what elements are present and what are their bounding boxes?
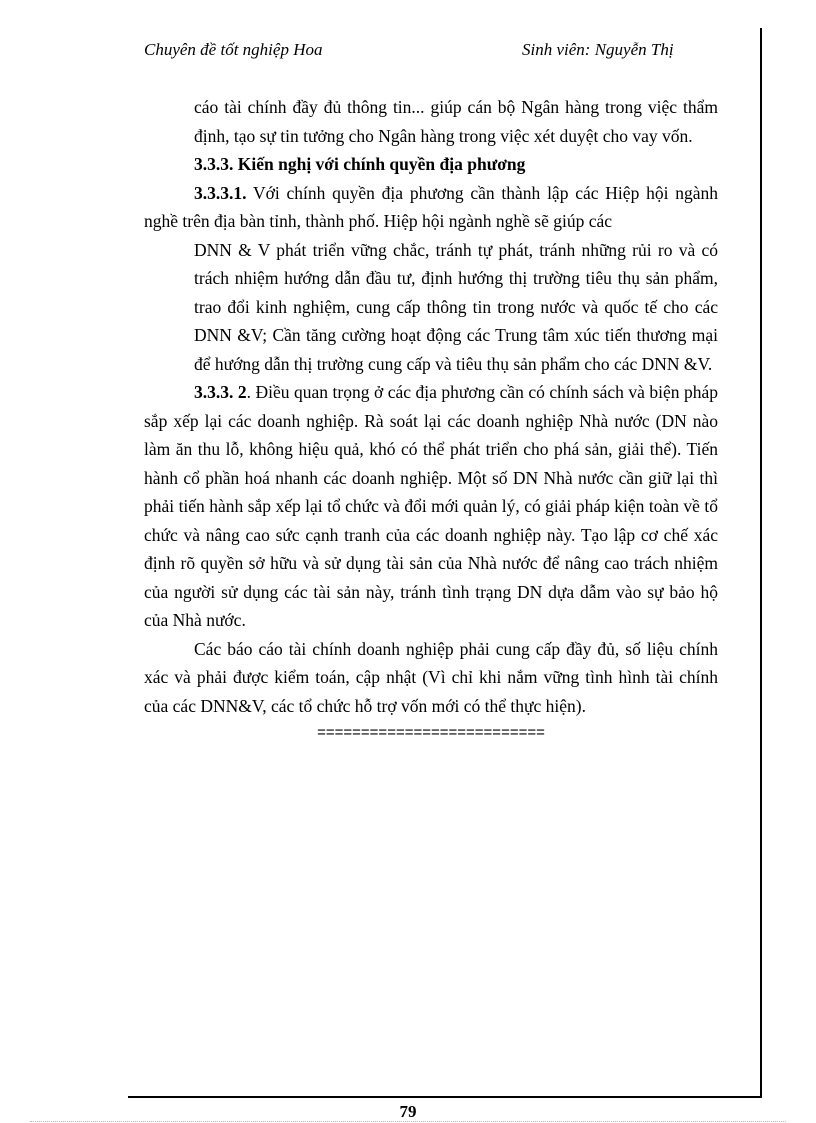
footer-rule [30, 1121, 786, 1122]
paragraph-final: Các báo cáo tài chính doanh nghiệp phải cung cấp đầy đủ, số liệu chính xác và phải được kiểm toán, cập nhật (Vì chỉ khi nắm vững tình hình tài chính của các DNN&V, các tổ chức hỗ trợ vốn mới có thể thực hiện). [144, 638, 718, 716]
paragraph-item-1-intro [144, 179, 718, 236]
page-number: 79 [399, 1102, 417, 1121]
item-1-label: 3.3.3.1. [194, 182, 247, 203]
document-body [144, 93, 718, 746]
item-2-text: . Điều quan trọng ở các địa phương cần có chính sách và biện pháp sắp xếp lại các doanh nghiệp. Rà soát lại các doanh nghiệp Nhà nước (DN nào làm ăn thu lỗ, không hiệu quả, khó có thể phát triển cho phá sản, giải thể). Tiến hành cổ phần hoá nhanh các doanh nghiệp. Một số DN Nhà nước cần giữ lại thì phải tiến hành sắp xếp lại tổ chức và đổi mới quản lý, có giải pháp kiện toàn về tổ chức và nâng cao sức cạnh tranh của các doanh nghiệp này. Tạo lập cơ chế xác định rõ quyền sở hữu và sử dụng tài sản của Nhà nước để nâng cao trách nhiệm của người sử dụng các tài sản này, tránh tình trạng DN dựa dẫm vào sự bảo hộ của Nhà nước. [144, 382, 719, 630]
header-right-text: Sinh viên: Nguyễn Thị [522, 40, 674, 59]
header-left-text: Chuyên đề tốt nghiệp Hoa [144, 40, 323, 59]
paragraph-item-2 [144, 378, 718, 635]
paragraph-continued: cáo tài chính đầy đủ thông tin... giúp cán bộ Ngân hàng trong việc thẩm định, tạo sự tin tưởng cho Ngân hàng trong việc xét duyệt cho vay vốn. [194, 97, 718, 146]
item-1-first-line: Với chính quyền địa phương cần thành lập các Hiệp hội ngành nghề trên địa bàn tỉnh, thành phố. Hiệp hội ngành nghề sẽ giúp các [144, 182, 718, 231]
paragraph-item-1-body: DNN & V phát triển vững chắc, tránh tự phát, tránh những rủi ro và có trách nhiệm hướng dẫn đầu tư, định hướng thị trường tiêu thụ sản phẩm, trao đổi kinh nghiệm, cung cấp thông tin trong nước và quốc tế cho các DNN &V; Cần tăng cường hoạt động các Trung tâm xúc tiến thương mại để hướng dẫn thị trường cung cấp và tiêu thụ sản phẩm cho các DNN &V. [194, 239, 718, 374]
section-heading: 3.3.3. Kiến nghị với chính quyền địa phương [194, 154, 526, 174]
item-2-label: 3.3.3. 2 [194, 382, 247, 402]
section-divider: ========================== [317, 724, 545, 741]
